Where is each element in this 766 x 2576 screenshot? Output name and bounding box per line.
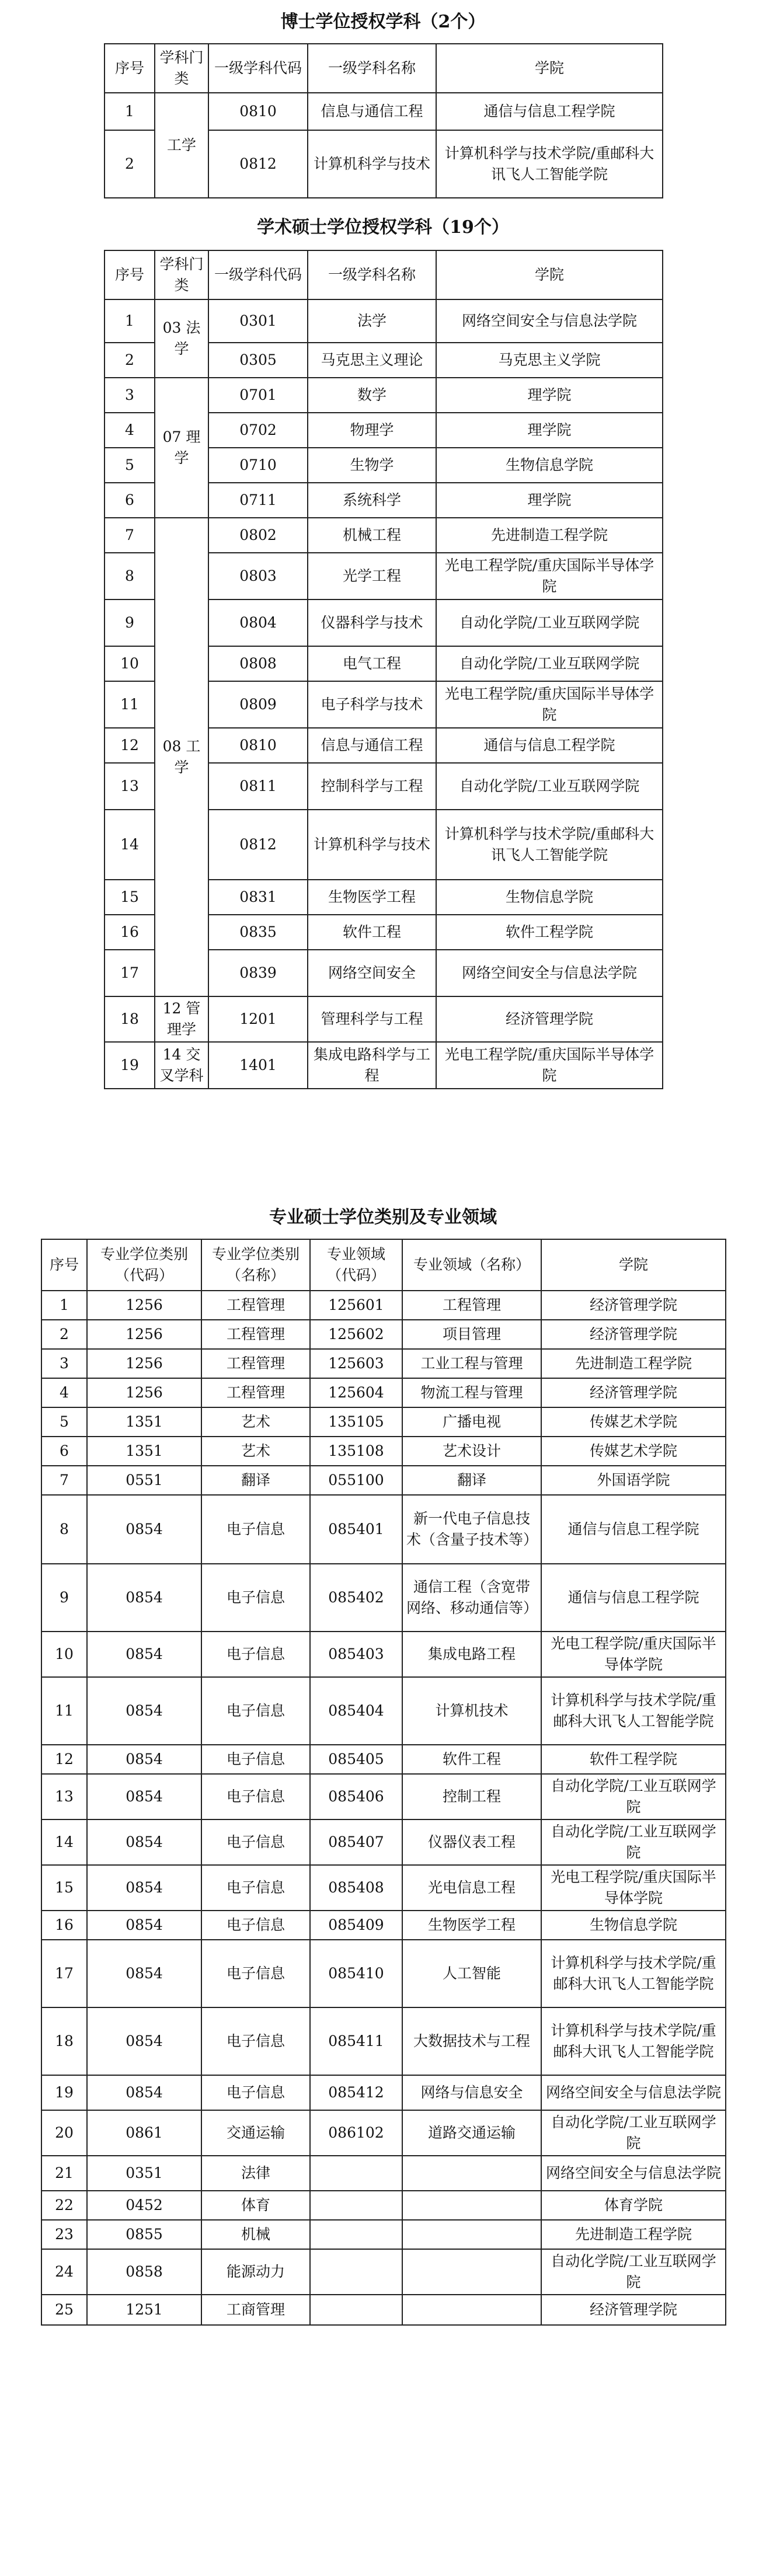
- field-name: 物流工程与管理: [402, 1378, 541, 1407]
- field-name: 控制工程: [402, 1774, 541, 1819]
- discipline-code: 0711: [208, 483, 308, 518]
- college: 计算机科学与技术学院/重邮科大讯飞人工智能学院: [541, 2007, 726, 2075]
- table-row: [41, 2191, 726, 2220]
- degree-category-name: 电子信息: [201, 1495, 310, 1564]
- row-number: 8: [105, 553, 155, 599]
- college: 生物信息学院: [436, 448, 663, 483]
- table-header-row: [105, 250, 663, 299]
- college: 经济管理学院: [541, 2295, 726, 2325]
- discipline-code: 0839: [208, 950, 308, 996]
- header-cell: 学院: [541, 1239, 726, 1291]
- table-row: [105, 518, 663, 553]
- college: 先进制造工程学院: [436, 518, 663, 553]
- discipline-name: 计算机科学与技术: [308, 130, 436, 198]
- degree-category-name: 电子信息: [201, 1632, 310, 1677]
- discipline-name: 法学: [308, 299, 436, 343]
- table-row: [41, 1407, 726, 1437]
- discipline-code: 0804: [208, 599, 308, 646]
- discipline-code: 0301: [208, 299, 308, 343]
- row-number: 12: [105, 728, 155, 763]
- row-number: 16: [41, 1911, 87, 1940]
- discipline-code: 1201: [208, 996, 308, 1042]
- college: 软件工程学院: [541, 1745, 726, 1774]
- row-number: 10: [105, 646, 155, 681]
- degree-category-code: 0351: [87, 2156, 201, 2191]
- row-number: 1: [105, 299, 155, 343]
- table-row: [41, 1774, 726, 1819]
- header-cell: 专业领域（代码）: [310, 1239, 402, 1291]
- degree-category-name: 工程管理: [201, 1291, 310, 1320]
- degree-category-code: 0858: [87, 2249, 201, 2295]
- discipline-name: 马克思主义理论: [308, 343, 436, 378]
- row-number: 18: [105, 996, 155, 1042]
- field-code: 085412: [310, 2075, 402, 2110]
- degree-category-code: 0854: [87, 2075, 201, 2110]
- row-number: 4: [41, 1378, 87, 1407]
- college: 先进制造工程学院: [541, 2220, 726, 2249]
- discipline-code: 0803: [208, 553, 308, 599]
- discipline-name: 集成电路科学与工程: [308, 1042, 436, 1089]
- field-code: 085409: [310, 1911, 402, 1940]
- degree-category-name: 体育: [201, 2191, 310, 2220]
- college: 计算机科学与技术学院/重邮科大讯飞人工智能学院: [541, 1940, 726, 2007]
- discipline-code: 0710: [208, 448, 308, 483]
- college: 通信与信息工程学院: [436, 93, 663, 130]
- degree-category-code: 0854: [87, 1819, 201, 1865]
- degree-category-name: 电子信息: [201, 1745, 310, 1774]
- discipline-category: 12 管理学: [155, 996, 208, 1042]
- degree-category-code: 1256: [87, 1378, 201, 1407]
- row-number: 13: [105, 763, 155, 810]
- row-number: 9: [41, 1564, 87, 1632]
- field-code: [310, 2295, 402, 2325]
- college: 网络空间安全与信息法学院: [541, 2075, 726, 2110]
- discipline-code: 0812: [208, 130, 308, 198]
- degree-category-code: 1256: [87, 1349, 201, 1378]
- row-number: 18: [41, 2007, 87, 2075]
- header-cell: 专业领域（名称）: [402, 1239, 541, 1291]
- academic-table: [104, 250, 663, 1089]
- row-number: 1: [41, 1291, 87, 1320]
- row-number: 6: [41, 1437, 87, 1466]
- degree-category-name: 艺术: [201, 1407, 310, 1437]
- discipline-code: 0810: [208, 93, 308, 130]
- college: 理学院: [436, 378, 663, 413]
- field-name: 道路交通运输: [402, 2110, 541, 2156]
- field-code: 125604: [310, 1378, 402, 1407]
- field-code: 086102: [310, 2110, 402, 2156]
- degree-category-name: 工程管理: [201, 1378, 310, 1407]
- degree-category-code: 0854: [87, 1495, 201, 1564]
- row-number: 1: [105, 93, 155, 130]
- college: 自动化学院/工业互联网学院: [436, 646, 663, 681]
- degree-category-code: 0854: [87, 1677, 201, 1745]
- field-code: 085411: [310, 2007, 402, 2075]
- row-number: 11: [41, 1677, 87, 1745]
- field-name: 人工智能: [402, 1940, 541, 2007]
- field-code: [310, 2249, 402, 2295]
- degree-category-code: 0854: [87, 1865, 201, 1911]
- discipline-category: 07 理学: [155, 378, 208, 518]
- field-name: 项目管理: [402, 1320, 541, 1349]
- field-code: 085405: [310, 1745, 402, 1774]
- table-row: [41, 1564, 726, 1632]
- field-code: 085406: [310, 1774, 402, 1819]
- degree-category-code: 0854: [87, 1632, 201, 1677]
- discipline-name: 物理学: [308, 413, 436, 448]
- table-row: [41, 1495, 726, 1564]
- degree-category-code: 0551: [87, 1466, 201, 1495]
- discipline-code: 0835: [208, 915, 308, 950]
- discipline-category: 工学: [155, 93, 208, 198]
- discipline-code: 0812: [208, 810, 308, 880]
- degree-category-code: 1351: [87, 1407, 201, 1437]
- degree-category-name: 能源动力: [201, 2249, 310, 2295]
- discipline-name: 计算机科学与技术: [308, 810, 436, 880]
- table-row: [41, 1378, 726, 1407]
- college: 网络空间安全与信息法学院: [541, 2156, 726, 2191]
- degree-category-name: 电子信息: [201, 2075, 310, 2110]
- field-name: 软件工程: [402, 1745, 541, 1774]
- degree-category-name: 交通运输: [201, 2110, 310, 2156]
- row-number: 24: [41, 2249, 87, 2295]
- college: 光电工程学院/重庆国际半导体学院: [541, 1632, 726, 1677]
- degree-category-name: 电子信息: [201, 1911, 310, 1940]
- header-cell: 学科门类: [155, 44, 208, 93]
- row-number: 15: [105, 880, 155, 915]
- table-row: [41, 1911, 726, 1940]
- college: 通信与信息工程学院: [436, 728, 663, 763]
- row-number: 5: [105, 448, 155, 483]
- college: 自动化学院/工业互联网学院: [541, 1774, 726, 1819]
- field-name: [402, 2220, 541, 2249]
- table-row: [41, 1320, 726, 1349]
- college: 自动化学院/工业互联网学院: [436, 599, 663, 646]
- college: 自动化学院/工业互联网学院: [436, 763, 663, 810]
- row-number: 15: [41, 1865, 87, 1911]
- degree-category-name: 机械: [201, 2220, 310, 2249]
- field-code: 085403: [310, 1632, 402, 1677]
- discipline-name: 数学: [308, 378, 436, 413]
- discipline-name: 控制科学与工程: [308, 763, 436, 810]
- row-number: 14: [41, 1819, 87, 1865]
- header-cell: 序号: [41, 1239, 87, 1291]
- table-row: [41, 1940, 726, 2007]
- college: 经济管理学院: [436, 996, 663, 1042]
- table-row: [105, 93, 663, 130]
- field-name: 大数据技术与工程: [402, 2007, 541, 2075]
- table-row: [41, 1437, 726, 1466]
- table-header-row: [105, 44, 663, 93]
- field-name: 网络与信息安全: [402, 2075, 541, 2110]
- college: 经济管理学院: [541, 1320, 726, 1349]
- college: 光电工程学院/重庆国际半导体学院: [436, 553, 663, 599]
- table-row: [41, 1291, 726, 1320]
- row-number: 5: [41, 1407, 87, 1437]
- degree-category-code: 0854: [87, 2007, 201, 2075]
- professional-table: [41, 1239, 726, 2326]
- degree-category-code: 0861: [87, 2110, 201, 2156]
- degree-category-code: 1256: [87, 1320, 201, 1349]
- degree-category-code: 0854: [87, 1745, 201, 1774]
- row-number: 2: [105, 343, 155, 378]
- college: 光电工程学院/重庆国际半导体学院: [436, 1042, 663, 1089]
- degree-category-name: 翻译: [201, 1466, 310, 1495]
- academic-title: 学术硕士学位授权学科（19个）: [257, 217, 509, 238]
- table-row: [41, 2007, 726, 2075]
- college: 经济管理学院: [541, 1291, 726, 1320]
- degree-category-code: 0854: [87, 1774, 201, 1819]
- table-row: [41, 2156, 726, 2191]
- discipline-code: 1401: [208, 1042, 308, 1089]
- field-code: 085408: [310, 1865, 402, 1911]
- row-number: 19: [105, 1042, 155, 1089]
- field-name: 计算机技术: [402, 1677, 541, 1745]
- field-code: 125603: [310, 1349, 402, 1378]
- college: 软件工程学院: [436, 915, 663, 950]
- table-header-row: [41, 1239, 726, 1291]
- discipline-category: 03 法学: [155, 299, 208, 378]
- discipline-code: 0802: [208, 518, 308, 553]
- table-row: [41, 1745, 726, 1774]
- row-number: 21: [41, 2156, 87, 2191]
- row-number: 2: [105, 130, 155, 198]
- degree-category-name: 工商管理: [201, 2295, 310, 2325]
- discipline-code: 0701: [208, 378, 308, 413]
- discipline-code: 0810: [208, 728, 308, 763]
- field-code: 085404: [310, 1677, 402, 1745]
- row-number: 13: [41, 1774, 87, 1819]
- header-cell: 一级学科代码: [208, 44, 308, 93]
- row-number: 6: [105, 483, 155, 518]
- college: 计算机科学与技术学院/重邮科大讯飞人工智能学院: [436, 130, 663, 198]
- college: 计算机科学与技术学院/重邮科大讯飞人工智能学院: [436, 810, 663, 880]
- college: 先进制造工程学院: [541, 1349, 726, 1378]
- professional-title: 专业硕士学位类别及专业领域: [269, 1207, 497, 1228]
- discipline-code: 0809: [208, 681, 308, 728]
- discipline-name: 电气工程: [308, 646, 436, 681]
- row-number: 3: [41, 1349, 87, 1378]
- degree-category-name: 电子信息: [201, 2007, 310, 2075]
- table-row: [41, 1632, 726, 1677]
- row-number: 2: [41, 1320, 87, 1349]
- header-cell: 专业学位类别（名称）: [201, 1239, 310, 1291]
- field-code: 125601: [310, 1291, 402, 1320]
- discipline-category: 08 工学: [155, 518, 208, 996]
- header-cell: 学院: [436, 44, 663, 93]
- discipline-name: 系统科学: [308, 483, 436, 518]
- degree-category-code: 0855: [87, 2220, 201, 2249]
- discipline-code: 0811: [208, 763, 308, 810]
- discipline-code: 0702: [208, 413, 308, 448]
- row-number: 25: [41, 2295, 87, 2325]
- college: 自动化学院/工业互联网学院: [541, 2110, 726, 2156]
- row-number: 20: [41, 2110, 87, 2156]
- row-number: 7: [41, 1466, 87, 1495]
- field-name: 光电信息工程: [402, 1865, 541, 1911]
- college: 网络空间安全与信息法学院: [436, 299, 663, 343]
- degree-category-code: 1256: [87, 1291, 201, 1320]
- field-name: 工业工程与管理: [402, 1349, 541, 1378]
- college: 生物信息学院: [436, 880, 663, 915]
- discipline-name: 信息与通信工程: [308, 728, 436, 763]
- field-name: [402, 2295, 541, 2325]
- field-name: 广播电视: [402, 1407, 541, 1437]
- college: 网络空间安全与信息法学院: [436, 950, 663, 996]
- field-code: 085407: [310, 1819, 402, 1865]
- row-number: 19: [41, 2075, 87, 2110]
- table-row: [41, 2110, 726, 2156]
- header-cell: 一级学科代码: [208, 250, 308, 299]
- field-name: [402, 2191, 541, 2220]
- row-number: 16: [105, 915, 155, 950]
- degree-category-code: 0854: [87, 1940, 201, 2007]
- field-code: 135105: [310, 1407, 402, 1437]
- field-name: 仪器仪表工程: [402, 1819, 541, 1865]
- discipline-name: 电子科学与技术: [308, 681, 436, 728]
- degree-category-code: 0854: [87, 1911, 201, 1940]
- college: 光电工程学院/重庆国际半导体学院: [541, 1865, 726, 1911]
- row-number: 8: [41, 1495, 87, 1564]
- degree-category-name: 电子信息: [201, 1865, 310, 1911]
- field-name: 工程管理: [402, 1291, 541, 1320]
- college: 经济管理学院: [541, 1378, 726, 1407]
- row-number: 7: [105, 518, 155, 553]
- field-name: 通信工程（含宽带网络、移动通信等）: [402, 1564, 541, 1632]
- doctoral-title: 博士学位授权学科（2个）: [280, 12, 486, 32]
- discipline-name: 仪器科学与技术: [308, 599, 436, 646]
- table-row: [41, 1466, 726, 1495]
- table-row: [41, 2295, 726, 2325]
- row-number: 17: [41, 1940, 87, 2007]
- table-row: [41, 1819, 726, 1865]
- degree-category-code: 1351: [87, 1437, 201, 1466]
- field-code: 085402: [310, 1564, 402, 1632]
- table-row: [41, 1865, 726, 1911]
- field-name: 新一代电子信息技术（含量子技术等）: [402, 1495, 541, 1564]
- field-name: 艺术设计: [402, 1437, 541, 1466]
- row-number: 3: [105, 378, 155, 413]
- header-cell: 序号: [105, 250, 155, 299]
- field-code: 055100: [310, 1466, 402, 1495]
- college: 计算机科学与技术学院/重邮科大讯飞人工智能学院: [541, 1677, 726, 1745]
- degree-category-name: 电子信息: [201, 1564, 310, 1632]
- row-number: 17: [105, 950, 155, 996]
- row-number: 10: [41, 1632, 87, 1677]
- degree-category-code: 1251: [87, 2295, 201, 2325]
- college: 传媒艺术学院: [541, 1437, 726, 1466]
- field-name: 生物医学工程: [402, 1911, 541, 1940]
- degree-category-name: 电子信息: [201, 1940, 310, 2007]
- header-cell: 学院: [436, 250, 663, 299]
- degree-category-name: 电子信息: [201, 1677, 310, 1745]
- college: 自动化学院/工业互联网学院: [541, 2249, 726, 2295]
- field-name: [402, 2156, 541, 2191]
- degree-category-code: 0854: [87, 1564, 201, 1632]
- table-row: [105, 1042, 663, 1089]
- table-row: [105, 299, 663, 343]
- header-cell: 一级学科名称: [308, 250, 436, 299]
- field-code: 125602: [310, 1320, 402, 1349]
- discipline-code: 0808: [208, 646, 308, 681]
- field-name: 翻译: [402, 1466, 541, 1495]
- table-row: [41, 1677, 726, 1745]
- college: 外国语学院: [541, 1466, 726, 1495]
- college: 生物信息学院: [541, 1911, 726, 1940]
- doctoral-table: [104, 43, 663, 198]
- row-number: 14: [105, 810, 155, 880]
- college: 体育学院: [541, 2191, 726, 2220]
- degree-category-name: 艺术: [201, 1437, 310, 1466]
- table-row: [41, 2220, 726, 2249]
- row-number: 11: [105, 681, 155, 728]
- college: 理学院: [436, 483, 663, 518]
- table-row: [41, 2075, 726, 2110]
- college: 通信与信息工程学院: [541, 1564, 726, 1632]
- discipline-category: 14 交叉学科: [155, 1042, 208, 1089]
- degree-category-name: 工程管理: [201, 1349, 310, 1378]
- header-cell: 专业学位类别（代码）: [87, 1239, 201, 1291]
- row-number: 23: [41, 2220, 87, 2249]
- discipline-name: 信息与通信工程: [308, 93, 436, 130]
- field-name: 集成电路工程: [402, 1632, 541, 1677]
- field-name: [402, 2249, 541, 2295]
- college: 自动化学院/工业互联网学院: [541, 1819, 726, 1865]
- header-cell: 一级学科名称: [308, 44, 436, 93]
- degree-category-code: 0452: [87, 2191, 201, 2220]
- header-cell: 学科门类: [155, 250, 208, 299]
- table-row: [105, 378, 663, 413]
- degree-category-name: 工程管理: [201, 1320, 310, 1349]
- college: 光电工程学院/重庆国际半导体学院: [436, 681, 663, 728]
- college: 通信与信息工程学院: [541, 1495, 726, 1564]
- discipline-name: 管理科学与工程: [308, 996, 436, 1042]
- table-row: [41, 2249, 726, 2295]
- field-code: [310, 2191, 402, 2220]
- row-number: 4: [105, 413, 155, 448]
- degree-category-name: 电子信息: [201, 1774, 310, 1819]
- row-number: 22: [41, 2191, 87, 2220]
- college: 理学院: [436, 413, 663, 448]
- table-row: [41, 1349, 726, 1378]
- field-code: [310, 2220, 402, 2249]
- field-code: [310, 2156, 402, 2191]
- field-code: 085410: [310, 1940, 402, 2007]
- discipline-name: 机械工程: [308, 518, 436, 553]
- discipline-code: 0305: [208, 343, 308, 378]
- degree-category-name: 电子信息: [201, 1819, 310, 1865]
- discipline-code: 0831: [208, 880, 308, 915]
- table-row: [105, 996, 663, 1042]
- discipline-name: 光学工程: [308, 553, 436, 599]
- degree-category-name: 法律: [201, 2156, 310, 2191]
- discipline-name: 生物医学工程: [308, 880, 436, 915]
- row-number: 9: [105, 599, 155, 646]
- discipline-name: 软件工程: [308, 915, 436, 950]
- field-code: 135108: [310, 1437, 402, 1466]
- row-number: 12: [41, 1745, 87, 1774]
- college: 马克思主义学院: [436, 343, 663, 378]
- field-code: 085401: [310, 1495, 402, 1564]
- discipline-name: 生物学: [308, 448, 436, 483]
- discipline-name: 网络空间安全: [308, 950, 436, 996]
- college: 传媒艺术学院: [541, 1407, 726, 1437]
- header-cell: 序号: [105, 44, 155, 93]
